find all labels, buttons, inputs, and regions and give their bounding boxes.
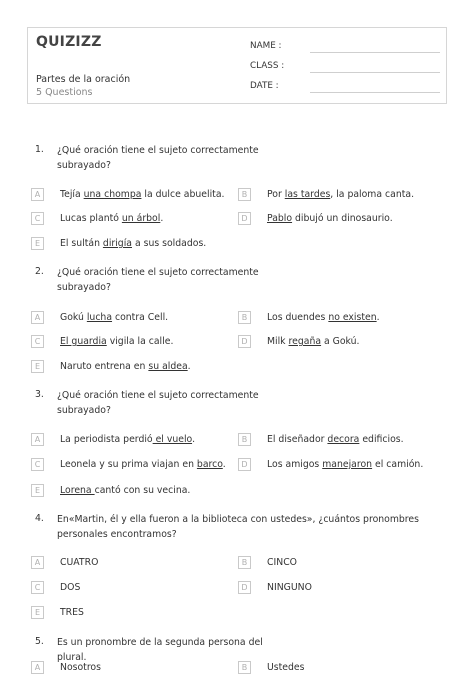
option-letter-box[interactable]: E xyxy=(31,360,44,373)
option-letter-box[interactable]: C xyxy=(31,335,44,348)
question-number: 4. xyxy=(35,513,44,524)
option-text xyxy=(60,335,173,348)
name-line[interactable] xyxy=(310,52,440,53)
underlined-text: un árbol xyxy=(121,213,161,224)
option-text-part: DOS xyxy=(60,582,81,593)
option-text xyxy=(60,581,80,594)
option-text-part: Los amigos xyxy=(267,459,323,470)
option-letter-box[interactable]: A xyxy=(31,311,44,324)
option-text-part: Leonela y su prima viajan en xyxy=(60,459,197,470)
option-text-part: contra Cell. xyxy=(112,312,169,323)
underlined-text: no existen xyxy=(328,312,377,323)
option-text xyxy=(267,556,297,569)
option-text xyxy=(60,360,191,373)
option-text-part: El sultán xyxy=(60,238,103,249)
name-field xyxy=(250,41,282,51)
option-text-part: el camión. xyxy=(372,459,424,470)
option-text-part: Naruto entrena en xyxy=(60,361,149,372)
option-text-part: CINCO xyxy=(267,557,297,568)
option-text xyxy=(60,606,84,619)
option-text xyxy=(267,661,304,674)
option-letter-box[interactable]: D xyxy=(238,458,251,471)
class-label: CLASS : xyxy=(250,61,285,71)
option-text-part: vigila la calle. xyxy=(106,336,174,347)
option-letter-box[interactable]: D xyxy=(238,581,251,594)
option-text-part: . xyxy=(376,312,380,323)
option-text-part: Milk xyxy=(267,336,289,347)
option-text xyxy=(60,311,168,324)
question-text: ¿Qué oración tiene el sujeto correctamente subrayado? xyxy=(57,145,259,171)
option-text xyxy=(60,484,190,497)
option-letter-box[interactable]: D xyxy=(238,335,251,348)
underlined-text: El guardia xyxy=(60,336,107,347)
name-label: NAME : xyxy=(250,41,282,51)
option-letter-box[interactable]: B xyxy=(238,188,251,201)
option-letter-box[interactable]: A xyxy=(31,433,44,446)
option-letter-box[interactable]: E xyxy=(31,237,44,250)
option-letter-box[interactable]: D xyxy=(238,212,251,225)
option-letter-box[interactable]: C xyxy=(31,581,44,594)
date-line[interactable] xyxy=(310,92,440,93)
quizizz-logo: QUIZIZZ xyxy=(36,34,102,50)
option-text-part: La periodista perdió xyxy=(60,434,153,445)
question-number: 1. xyxy=(35,144,44,155)
option-text-part: El diseñador xyxy=(267,434,328,445)
option-text xyxy=(267,335,360,348)
option-text xyxy=(60,433,195,446)
underlined-text: dirigía xyxy=(102,238,132,249)
date-field xyxy=(250,81,279,91)
underlined-text: Pablo xyxy=(267,213,293,224)
option-text-part: TRES xyxy=(60,607,84,618)
underlined-text: el vuelo xyxy=(152,434,193,445)
option-text-part: . xyxy=(160,213,164,224)
option-letter-box[interactable]: E xyxy=(31,484,44,497)
underlined-text: Lorena xyxy=(60,485,95,496)
option-text xyxy=(60,458,226,471)
date-label: DATE : xyxy=(250,81,279,91)
question-text: ¿Qué oración tiene el sujeto correctamente subrayado? xyxy=(57,390,259,416)
option-text-part: Ustedes xyxy=(267,662,305,673)
option-text-part: edificios. xyxy=(359,434,404,445)
option-letter-box[interactable]: C xyxy=(31,458,44,471)
question-count: 5 Questions xyxy=(36,87,93,98)
option-letter-box[interactable]: B xyxy=(238,661,251,674)
option-text-part: Nosotros xyxy=(60,662,101,673)
underlined-text: barco xyxy=(196,459,223,470)
underlined-text: las tardes xyxy=(284,189,331,200)
option-text-part: Los duendes xyxy=(267,312,329,323)
option-text xyxy=(60,188,224,201)
class-field xyxy=(250,61,284,71)
option-text-part: la dulce abuelita. xyxy=(141,189,225,200)
option-letter-box[interactable]: B xyxy=(238,311,251,324)
option-letter-box[interactable]: B xyxy=(238,433,251,446)
question-text: En«Martin, él y ella fueron a la biblioteca con ustedes», ¿cuántos pronombres personales encontramos? xyxy=(57,514,419,540)
option-text xyxy=(60,556,98,569)
option-text xyxy=(60,661,101,674)
option-text xyxy=(267,311,380,324)
worksheet-header xyxy=(27,27,447,104)
underlined-text: una chompa xyxy=(83,189,142,200)
option-text-part: Gokú xyxy=(60,312,87,323)
worksheet-title: Partes de la oración xyxy=(36,74,131,85)
option-text-part: , la paloma canta. xyxy=(330,189,415,200)
option-text-part: . xyxy=(187,361,191,372)
option-letter-box[interactable]: A xyxy=(31,188,44,201)
option-text xyxy=(267,458,423,471)
question-number: 5. xyxy=(35,636,44,647)
option-text xyxy=(267,581,312,594)
underlined-text: decora xyxy=(327,434,360,445)
option-text-part: dibujó un dinosaurio. xyxy=(292,213,393,224)
option-letter-box[interactable]: E xyxy=(31,606,44,619)
option-text-part: . xyxy=(192,434,196,445)
option-text xyxy=(267,433,404,446)
question-text: ¿Qué oración tiene el sujeto correctamente subrayado? xyxy=(57,267,259,293)
option-letter-box[interactable]: A xyxy=(31,556,44,569)
option-text xyxy=(60,237,206,250)
option-letter-box[interactable]: C xyxy=(31,212,44,225)
option-text-part: Tejía xyxy=(60,189,84,200)
question-number: 2. xyxy=(35,266,44,277)
question-text: Es un pronombre de la segunda persona del plural. xyxy=(57,637,263,663)
option-text xyxy=(267,212,393,225)
option-text-part: cantó con su vecina. xyxy=(94,485,191,496)
underlined-text: lucha xyxy=(86,312,113,323)
option-letter-box[interactable]: B xyxy=(238,556,251,569)
option-text-part: a Gokú. xyxy=(321,336,360,347)
underlined-text: regaña xyxy=(288,336,322,347)
option-text-part: Lucas plantó xyxy=(60,213,122,224)
option-text-part: . xyxy=(222,459,226,470)
option-letter-box[interactable]: A xyxy=(31,661,44,674)
option-text-part: Por xyxy=(267,189,285,200)
option-text-part: CUATRO xyxy=(60,557,99,568)
question-number: 3. xyxy=(35,389,44,400)
option-text xyxy=(267,188,414,201)
underlined-text: su aldea xyxy=(148,361,188,372)
option-text-part: a sus soldados. xyxy=(132,238,207,249)
underlined-text: manejaron xyxy=(322,459,373,470)
option-text-part: NINGUNO xyxy=(267,582,312,593)
option-text xyxy=(60,212,163,225)
class-line[interactable] xyxy=(310,72,440,73)
